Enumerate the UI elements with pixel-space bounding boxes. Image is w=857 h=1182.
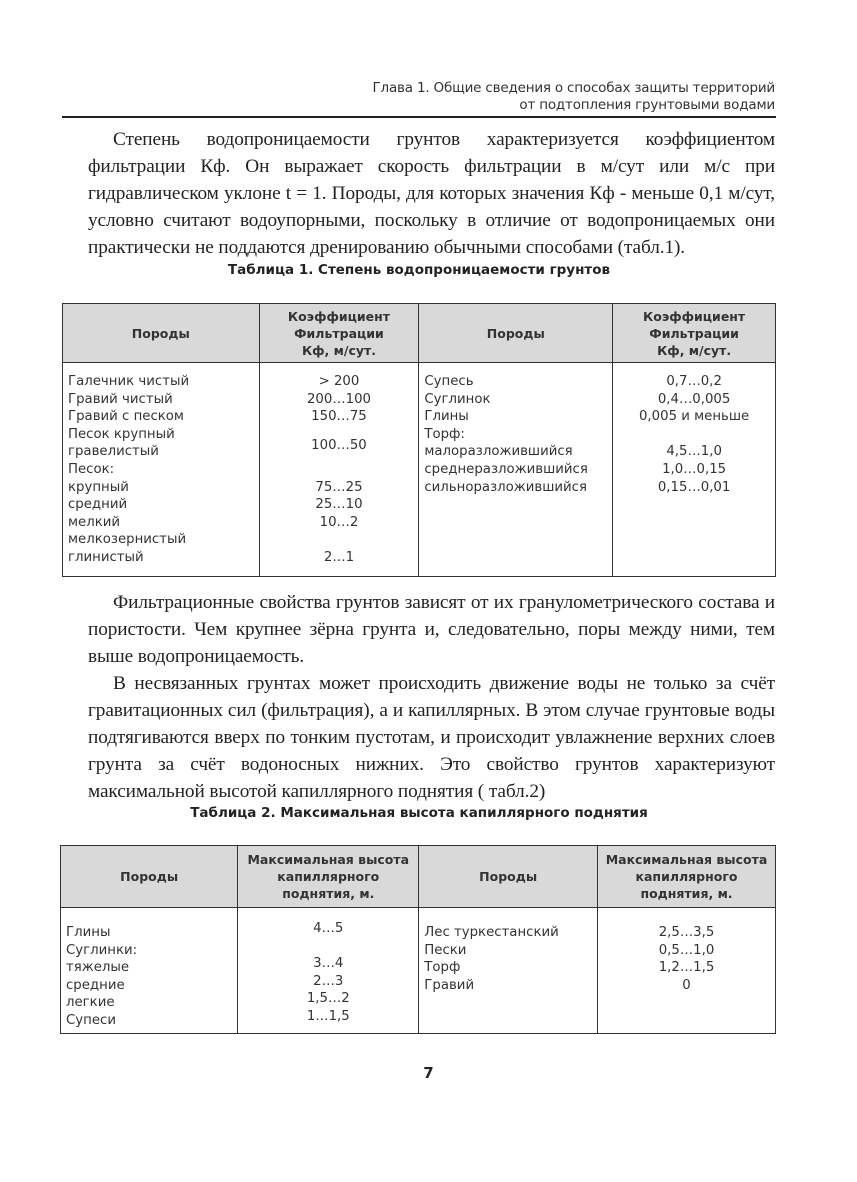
- table-cell-line: 75…25: [315, 479, 363, 495]
- table-cell-line: Пески: [424, 942, 467, 958]
- table-cell-line: Глины: [66, 925, 111, 940]
- table2-header-height-2-text: Максимальная высота капиллярного поднятия, м.: [605, 852, 768, 901]
- table-1: [62, 303, 776, 577]
- table-cell-line: 10…2: [319, 514, 359, 530]
- table-cell-line: средний: [68, 497, 128, 513]
- table-cell-line: Галечник чистый: [68, 374, 190, 389]
- table-cell-line: 0,4…0,005: [657, 391, 731, 407]
- table-cell-line: Торф:: [424, 426, 465, 442]
- table2-header-rocks: Породы: [61, 846, 238, 908]
- table-cell-line: 3…4: [313, 956, 344, 972]
- table2-caption: Таблица 2. Максимальная высота капиллярного поднятия: [190, 805, 648, 821]
- paragraph-1: [88, 126, 775, 261]
- table-cell-line: Глины: [424, 409, 469, 425]
- table-cell-line: среднеразложившийся: [424, 461, 588, 477]
- table1-col-rocks-2: [419, 363, 613, 577]
- table-cell-line: гравелистый: [68, 444, 159, 460]
- table-cell-line: Гравий с песком: [68, 409, 184, 425]
- table2-col-rocks-2: [419, 908, 598, 1034]
- paragraph-3: В несвязанных грунтах может происходить движение воды не только за счёт гравитационных сил (фильтрация), а и капиллярных. В этом случае грунтовые воды подтягиваются вверх по тонким пустотам, и происходит увлажнение верхних слоев грунта за счёт водоносных нижних. Это свойство грунтов характеризуют максимальной высотой капиллярного поднятия ( табл.2): [88, 673, 775, 802]
- table-cell-line: 0,005 и меньше: [638, 409, 750, 425]
- table1-col-rocks: [63, 363, 260, 577]
- table-cell-line: Гравий чистый: [68, 391, 173, 407]
- table-cell-line: 0,15…0,01: [657, 479, 731, 495]
- table-cell-line: 0: [682, 977, 691, 993]
- table-cell-line: легкие: [66, 995, 115, 1011]
- table-cell-line: Суглинки:: [66, 942, 138, 958]
- table1-header-rocks: Породы: [63, 304, 260, 363]
- running-header-line2: от подтопления грунтовыми водами: [519, 97, 775, 113]
- table2-col-height: [238, 908, 419, 1034]
- running-header-line1: Глава 1. Общие сведения о способах защиты территорий: [372, 80, 775, 96]
- running-header: [373, 80, 776, 114]
- table-cell-line: малоразложившийся: [424, 444, 573, 460]
- table-cell-line: Лес туркестанский: [424, 925, 559, 940]
- paragraph-1-text: Степень водопроницаемости грунтов характеризуется коэффициентом фильтрации Кф. Он выражает скорость фильтрации в м/сут или м/с при гидравлическом уклоне t = 1. Породы, для которых значения Кф - меньше 0,1 м/сут, условно считают водоупорными, поскольку в отличие от водопроницаемых они практически не поддаются дренированию обычными способами (табл.1).: [88, 129, 775, 258]
- table-cell-line: 100…50: [311, 438, 367, 454]
- table2-header-height-2: [598, 846, 776, 908]
- table1-header-coefficient-2-text: Коэффициент Фильтрации Кф, м/сут.: [643, 308, 746, 358]
- table-cell-line: [239, 938, 417, 956]
- page-number: 7: [423, 1064, 434, 1082]
- table1-col-coefficient-2: [613, 363, 776, 577]
- table-cell-line: Песок крупный: [68, 426, 175, 442]
- table-cell-line: 1,5…2: [306, 991, 350, 1007]
- table-cell-line: 1,0…0,15: [662, 461, 727, 477]
- table-cell-line: 25…10: [315, 497, 363, 513]
- header-rule: [62, 116, 776, 118]
- table-2: [60, 845, 776, 1034]
- table-cell-line: 2…1: [323, 549, 355, 565]
- table-cell-line: Суглинок: [424, 391, 491, 407]
- table-cell-line: мелкозернистый: [68, 532, 187, 548]
- table-cell-line: 150…75: [311, 409, 367, 425]
- table-cell-line: Супеси: [66, 1012, 116, 1028]
- table-cell-line: 0,7…0,2: [666, 374, 722, 389]
- table-cell-line: глинистый: [68, 549, 144, 565]
- table2-header-height-text: Максимальная высота капиллярного поднятия, м.: [247, 852, 410, 901]
- table1-header-coefficient: [259, 304, 419, 363]
- table-cell-line: 4,5…1,0: [666, 444, 722, 460]
- table-cell-line: [261, 461, 418, 479]
- table-cell-line: Песок:: [68, 461, 115, 477]
- table1-header-coefficient-2: [613, 304, 776, 363]
- table1-header-coefficient-text: Коэффициент Фильтрации Кф, м/сут.: [287, 308, 391, 358]
- table-cell-line: 200…100: [306, 391, 371, 407]
- table-cell-line: тяжелые: [66, 960, 130, 976]
- table2-header-height: [238, 846, 419, 908]
- table-cell-line: Гравий: [424, 977, 475, 993]
- table2-col-height-2: [598, 908, 776, 1034]
- table-cell-line: 0,5…1,0: [658, 942, 715, 958]
- table-cell-line: > 200: [318, 374, 360, 389]
- table-cell-line: сильноразложившийся: [424, 479, 587, 495]
- table2-col-rocks: [61, 908, 238, 1034]
- table-cell-line: Торф: [424, 960, 461, 976]
- table-cell-line: [614, 426, 774, 444]
- table2-header-rocks-2: Породы: [419, 846, 598, 908]
- table-cell-line: [261, 531, 418, 549]
- table-cell-line: мелкий: [68, 514, 121, 530]
- table1-caption: Таблица 1. Степень водопроницаемости грунтов: [227, 262, 611, 278]
- table-cell-line: 1,2…1,5: [658, 960, 715, 976]
- paragraph-2: Фильтрационные свойства грунтов зависят от их гранулометрического состава и пористости. Чем крупнее зёрна грунта и, следовательно, поры между ними, тем выше водопроницаемость.: [88, 592, 775, 667]
- table-cell-line: Супесь: [424, 374, 474, 389]
- table-cell-line: крупный: [68, 479, 129, 495]
- table-cell-line: 2…3: [313, 973, 344, 989]
- table1-header-rocks-2: Породы: [419, 304, 613, 363]
- table-cell-line: средние: [66, 977, 125, 993]
- table-cell-line: 1…1,5: [306, 1008, 350, 1024]
- table-cell-line: 2,5…3,5: [658, 925, 715, 940]
- table1-col-coefficient: [259, 363, 419, 577]
- table-cell-line: 4…5: [313, 921, 344, 936]
